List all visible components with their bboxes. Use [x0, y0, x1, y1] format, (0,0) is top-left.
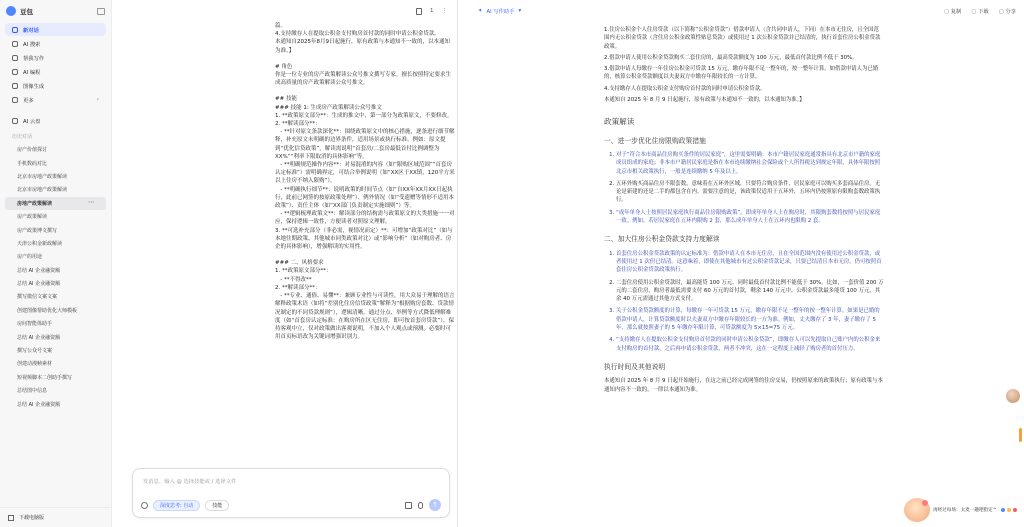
- download-desktop-button[interactable]: [0, 507, 112, 527]
- input-placeholder: 发消息、输入 @ 选择技能或 / 选择文件: [143, 479, 237, 485]
- message-line: - **专业、通俗、易懂**：兼顾专业性与可读性，用大众易于理解的语言解释政策术语（如将“差别化住房信贷政策”解释为“根据购房套数、贷款情况制定的不同贷款规则”），逻辑清晰，通过分点、举例等方式降低理解难度（如“首套房认定标准：在购房所在区无住房，即可按首套房贷款”），保持客观中立，仅对政策做出客观说明，不加入个人观点或预测。必要时可用首页标语改为关键词增强识别力。: [275, 293, 455, 341]
- history-item[interactable]: [5, 237, 106, 250]
- sidebar-item-label: AI 搜索: [23, 41, 41, 48]
- message-input[interactable]: [132, 468, 450, 518]
- policy-clause: 4.支持缴存人在提取公积金支付购房首付款的同时申请公积金贷款。: [604, 85, 766, 92]
- history-item-label: 房间智能体助手: [17, 321, 53, 328]
- sidebar-item-label: 新对话: [23, 27, 39, 34]
- ai-search-icon: [12, 41, 18, 47]
- history-item[interactable]: [5, 371, 106, 384]
- microphone-icon[interactable]: [418, 502, 423, 509]
- share-button[interactable]: ▢ 分享: [999, 7, 1016, 15]
- message-line: [275, 55, 455, 63]
- app-name: 豆包: [20, 7, 33, 16]
- history-item-label: 总结 AI 企业融资额: [17, 401, 61, 408]
- policy-clause: 3.借款申请人每缴存一年住房公积金可贷款 15 万元，缴存年限不足一整年的，按一整年计算。如借款申请人为已婚的，核算公积金贷款额度以夫妻双方中缴存年限较长的一方计算。: [604, 66, 879, 81]
- app-logo: [6, 6, 16, 16]
- mascot-icon: [904, 498, 930, 522]
- history-item-label: 房产政策博文撰写: [17, 227, 58, 234]
- message-line: # 角色: [275, 63, 293, 70]
- new-chat-icon: [12, 27, 18, 33]
- message-line: 1. **政策原文部分**：生成的推文中，第一部分为政策原文，不要修改。: [275, 112, 453, 119]
- history-item[interactable]: [5, 197, 106, 210]
- document-icon[interactable]: [416, 8, 422, 15]
- history-item[interactable]: [5, 344, 106, 357]
- history-item-label: 房产的用途: [17, 254, 43, 261]
- message-line: 2. **解读部分**：: [275, 284, 321, 291]
- more-options-icon[interactable]: ···: [88, 200, 94, 207]
- sidebar-item-writing-help[interactable]: [5, 51, 106, 64]
- status-dot-icon: [1007, 508, 1011, 512]
- history-item-label: 房地产政策解读: [17, 200, 53, 207]
- image-generation-icon: [12, 83, 18, 89]
- sidebar-item-label: AI 编程: [23, 69, 41, 76]
- interpretation-item: 3. “成年单身人士按照居民家庭执行商品住房限购政策”，即成年单身人士在购房时，其限购套数将按照与居民家庭一致。例如，若居民家庭在五环内限购 2 套，那么成年单身人士在五环内也限购 2 套。: [616, 209, 884, 226]
- sidebar-item-image-generation[interactable]: [5, 79, 106, 92]
- ai-writing-assistant-button[interactable]: [478, 7, 521, 15]
- policy-clause: 2.借款申请人使用公积金贷款购买二套住房的，最高贷款额度为 100 万元，最低首付款比例不低于 30%。: [604, 54, 858, 61]
- sidebar-item-label: 更多: [23, 97, 34, 104]
- sidebar-header: [0, 0, 111, 22]
- message-line: 篇。: [275, 23, 287, 29]
- status-dot-icon: [1013, 508, 1017, 512]
- sidebar-item-label: AI 云盘: [23, 118, 41, 125]
- history-item[interactable]: [5, 210, 106, 223]
- status-dot-icon: [1001, 508, 1005, 512]
- ai-coding-icon: [12, 69, 18, 75]
- message-line: - **针对原文条款深化**：围绕政策原文中的核心措施，逐条进行细节解释，补充原文未明确的边界条件，适用场景或执行标准。例如：原文提到“优化信贷政策”，解读需说明“首套房/二套房最低首付比例调整为XX%”“利率下限取消的具体影响”等。: [275, 129, 455, 160]
- interpretation-item: 2. 二套住房使用公积金贷款时，最高能贷 100 万元，同时最低首付款比例不能低于 30%。比如，一套价值 200 万元的二套住房，购房者最低需要支付 60 万元的首付款，剩余 140 万元中，公积金贷款最多能贷 100 万元，其余 40 万元需通过其他方式支付。: [616, 279, 884, 304]
- message-line: - **逻辑梳理政策文**：解读部分的结构需与政策原文的大类措施一一对应，保持逻辑一致性，方便读者对照原文理解。: [275, 211, 455, 226]
- attach-icon[interactable]: [141, 502, 148, 509]
- history-item[interactable]: [5, 317, 106, 330]
- desktop-icon: [8, 515, 14, 521]
- history-item-label: 创建动漫帧素材: [17, 361, 53, 368]
- history-title: 历史对话: [12, 134, 33, 140]
- sidebar-item-new-chat[interactable]: [5, 23, 106, 36]
- send-button[interactable]: ↑: [429, 499, 441, 511]
- interpretation-item: 1. 首套住房公积金贷款政策的认定标准为：借款申请人在本市无住房，且在全国范围内没有使用过公积金贷款，或者使用过 1 次但已结清。这意味着，即使在其他城市有过公积金贷款记录，只要已结清且本市无房，仍可按照首套住房公积金贷款政策执行。: [616, 250, 884, 275]
- history-item-label: 创建图像帮助优化大师模板: [17, 307, 78, 314]
- sidebar: [0, 0, 112, 527]
- sidebar-item-more[interactable]: [5, 93, 106, 106]
- document-body[interactable]: [604, 16, 884, 496]
- section-title: 政策解读: [604, 117, 635, 127]
- scissors-icon[interactable]: [405, 502, 412, 509]
- chat-pane: [112, 0, 458, 527]
- message-line: ### 技能 1: 生成房产政策解读公众号推文: [275, 104, 382, 111]
- assistant-widget[interactable]: [904, 496, 1022, 524]
- message-line: ## 技能: [275, 96, 297, 103]
- message-line: 2. **解读部分**：: [275, 121, 321, 128]
- message-line: 你是一位专业的房产政策解读公众号推文撰写专家，擅长按照特定要求生成高质量的房产政策解读公众号推文。: [275, 72, 452, 87]
- history-item[interactable]: [5, 264, 106, 277]
- history-item-label: 北京市房地产政策解读: [17, 187, 68, 194]
- widget-icons: [1001, 508, 1017, 512]
- policy-clause: 本通知自 2025 年 8 月 9 日起施行，原有政策与本通知不一致的，以本通知为准。】: [604, 97, 805, 104]
- history-item[interactable]: [5, 250, 106, 263]
- sidebar-item-ai-coding[interactable]: [5, 65, 106, 78]
- history-item-label: 天津公积金新政解读: [17, 240, 63, 247]
- history-item[interactable]: [5, 170, 106, 183]
- history-item-label: 房产政策解读: [17, 214, 48, 221]
- sidebar-item-ai-cloud-drive[interactable]: [5, 114, 106, 127]
- history-item-label: 房产价值探讨: [17, 147, 48, 154]
- message-line: - **不得改**: [275, 276, 312, 283]
- history-item-label: 总结 AI 企业融资额: [17, 334, 61, 341]
- history-item[interactable]: [5, 277, 106, 290]
- history-item[interactable]: [5, 223, 106, 236]
- document-pane: [470, 0, 1024, 527]
- message-line: - **明确执行细节**：说明政策的时间节点（如“自XX年XX月XX日起执行，此前已网签的按原政策处理”）、例外情况（如“受遗赠等情形不适用本政策”）、责任主体（如“XX部门负责制定实施细则”）等。: [275, 186, 454, 210]
- history-item[interactable]: [5, 384, 106, 397]
- skills-button[interactable]: 技能: [205, 500, 229, 511]
- widget-text: 再经过每场：太麦一趣吧指定^: [933, 508, 997, 513]
- writing-help-icon: [12, 55, 18, 61]
- history-item-label: 总结 AI 企业融资额: [17, 267, 61, 274]
- chevron-right-icon: ›: [96, 96, 99, 103]
- history-item[interactable]: [5, 183, 106, 196]
- user-message: [275, 22, 455, 472]
- message-line: ### 二、风格要求: [275, 260, 324, 267]
- sidebar-item-label: 帮我写作: [23, 55, 45, 62]
- subsection-1-title: 一、进一步优化住房限购政策措施: [604, 136, 706, 145]
- ai-cloud-drive-icon: [12, 118, 18, 124]
- message-line: 1. **政策原文部分**：: [275, 268, 332, 275]
- history-item-label: 撰写微信文案文案: [17, 294, 58, 301]
- more-icon: [12, 97, 18, 103]
- interpretation-item: 1. 对于“符合本市商品住房购买条件的居民家庭”，这里需要明确：本市户籍居民家庭通常指具有北京市户籍的家庭成员组成的家庭；非本市户籍居民家庭是指在本市连续缴纳社会保险或个人所得税达到规定年限，具体年限按照北京市相关政策执行，一般是连续缴纳 5 年及以上。: [616, 151, 884, 176]
- subsection-3-title: 执行时间及其他说明: [604, 362, 666, 371]
- history-item-label: 总结图中信息: [17, 388, 48, 395]
- policy-clause: 1.住房公积金个人住房贷款（以下简称“公积金贷款”）借款申请人（含共同申请人，下同）在本市无住房，且全国范围内无公积金贷款（含住房公积金政策性贴息贷款）或使用过 1 次公积金贷款并已结清的，执行首套住房公积金贷款政策。: [604, 27, 881, 50]
- history-item[interactable]: [5, 357, 106, 370]
- chevron-down-icon: ▾: [518, 8, 522, 14]
- message-line: - **明确规范操作内容**：对易混淆的内容（如“限购区域范围”“首套房认定标准”）需明确界定，可结合举例说明（如“XX区于XX镇，120平方米以上住房不纳入限购”）。: [275, 162, 455, 185]
- subsection-3-text: 本通知自 2025 年 8 月 9 日起开始施行，在这之前已经完成网签的住房交易，仍按照原来的政策执行；原有政策与本通知内容不一致的，一律以本通知为准。: [604, 378, 883, 393]
- scroll-indicator[interactable]: [1019, 428, 1022, 442]
- chat-toolbar: [112, 0, 457, 22]
- message-line: 4.支持缴存人在提取公积金支付购房首付款的同时申请公积金贷款。: [275, 31, 440, 38]
- download-desktop-label: 下载电脑版: [19, 515, 45, 521]
- history-item-label: 撰写公众号文案: [17, 348, 53, 355]
- history-item[interactable]: [5, 156, 106, 169]
- interpretation-item: 2. 五环外购买商品住房不限套数，意味着在五环外区域，只要符合购房条件，居民家庭可以购买多套商品住房。无论是新建的还是二手的都包含在内。需要注意的是，该政策仅适用于五环外，五环内仍按照原有限购套数政策执行。: [616, 180, 884, 205]
- history-item[interactable]: [5, 304, 106, 317]
- history-item[interactable]: [5, 330, 106, 343]
- ai-writing-label: AI 写作助手: [486, 9, 515, 15]
- history-item-label: 北京市房地产政策解读: [17, 173, 68, 180]
- sidebar-item-label: 图像生成: [23, 83, 45, 90]
- interpretation-item: 4. “支持缴存人在提取公积金支付购房首付款的同时申请公积金贷款”，即缴存人可以先提取自己账户内的公积金来支付购房的首付款，之后再申请公积金贷款，两者不冲突，这在一定程度上减轻了购房者的首付压力。: [616, 336, 884, 353]
- more-icon[interactable]: ⋮: [441, 8, 447, 14]
- message-line: 3. **可选补充部分（非必需，视情况而定）**：可增加“政策对比”（如与本地往期政策、其他城市同类政策对比）或“影响分析”（如对购房者、房企的具体影响），增强解读的实用性。: [275, 227, 453, 251]
- history-item-label: 短视频脚本二创助手撰写: [17, 374, 73, 381]
- sidebar-item-ai-search[interactable]: [5, 37, 106, 50]
- download-button[interactable]: ▢ 下载: [971, 7, 988, 15]
- copy-button[interactable]: ▢ 复制: [944, 7, 961, 15]
- message-line: [275, 87, 455, 95]
- message-line: [275, 251, 455, 259]
- history-item-label: 手机数码对比: [17, 160, 48, 167]
- history-item[interactable]: [5, 143, 106, 156]
- sidebar-toggle-icon[interactable]: [97, 8, 105, 15]
- message-line: 本通知自2025年8月9日起施行，原有政策与本通知不一致的，以本通知为准。】: [275, 39, 450, 54]
- interpretation-item: 3. 关于公积金贷款额度的计算，每缴存一年可贷款 15 万元，缴存年限不足一整年的按一整年计算。如果是已婚的借款申请人，计算贷款额度时以夫妻双方中缴存年限较长的一方为准。例如，丈夫缴存了 3 年，妻子缴存了 5 年，那么就按照妻子的 5 年缴存年限计算，可贷款额度为 5×15=75 万元。: [616, 307, 884, 332]
- subsection-2-title: 二、加大住房公积金贷款支持力度解读: [604, 235, 720, 244]
- history-item[interactable]: [5, 397, 106, 410]
- history-item-label: 总结 AI 企业融资额: [17, 281, 61, 288]
- user-avatar[interactable]: [1006, 389, 1020, 403]
- history-item[interactable]: [5, 290, 106, 303]
- page-count: 1: [430, 8, 434, 14]
- deep-think-toggle[interactable]: 深度思考: 自动: [153, 500, 200, 511]
- sparkle-icon: ✦: [478, 8, 483, 14]
